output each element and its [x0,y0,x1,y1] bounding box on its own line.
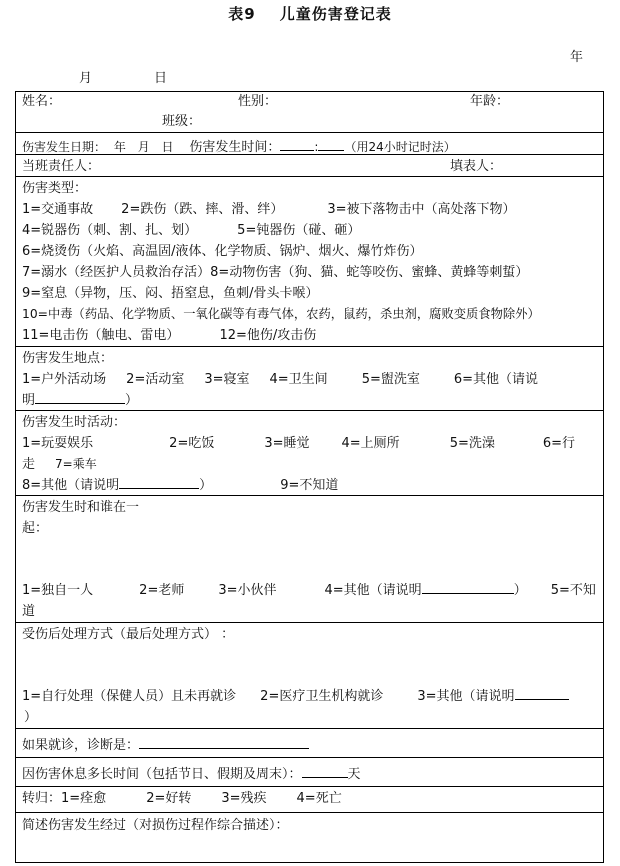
treatment-close-paren: ） [24,710,38,725]
activity-option: 8=其他（请说明 [22,478,120,493]
location-option: 4=卫生间 [269,372,328,387]
injury-type-line [22,262,540,283]
injury-type-line [22,325,540,346]
treatment-options [22,686,569,728]
with-whom-option: 1=独自一人 [22,583,94,598]
location-other-field[interactable] [35,390,125,404]
with-whom-options [22,580,596,622]
injury-date-day: 日 [161,140,174,154]
with-whom-option: 4=其他（请说明 [324,583,422,598]
rest-unit: 天 [347,767,361,782]
injury-date-label: 伤害发生日期： [22,140,107,154]
injury-type-option: 3=被下落物击中（高处落下物） [327,202,516,217]
treatment-option: 2=医疗卫生机构就诊 [260,689,384,704]
injury-type-option: 11=电击伤（触电、雷电） [22,328,180,343]
row-divider [15,346,604,347]
diagnosis-label: 如果就诊，诊断是： [22,738,140,753]
row-divider [15,176,604,177]
with-whom-option: 5=不知 [550,583,596,598]
diagnosis-row [22,735,309,754]
diagnosis-field[interactable] [139,735,309,749]
injury-time-hour-field[interactable] [280,137,314,151]
treatment-option: 1=自行处理（保健人员）且未再就诊 [22,689,237,704]
injury-type-option: 4=锐器伤（刺、割、扎、划） [22,223,198,238]
activity-option-close: ） [199,478,213,493]
activity-option: 1=玩耍娱乐 [22,436,94,451]
injury-type-line [22,283,540,304]
time-format-note: （用24小时记时法） [344,140,456,154]
injury-time-minute-field[interactable] [318,137,344,151]
activity-options [22,433,575,454]
activity-option: 3=睡觉 [264,436,310,451]
activity-option: 7=乘车 [55,457,97,471]
injury-type-line [22,304,540,325]
activity-option: 6=行 [542,436,576,451]
injury-type-option: 2=跌伤（跌、摔、滑、绊） [121,202,284,217]
with-whom-option: 2=老师 [139,583,185,598]
injury-date-row [22,137,456,156]
activity-option-cont: 走 [22,457,36,472]
treatment-other-cont [22,707,569,728]
location-option: 2=活动室 [126,372,185,387]
location-options [22,369,538,390]
activity-option: 4=上厕所 [341,436,400,451]
location-section [22,348,538,411]
rest-days-field[interactable] [302,764,348,778]
with-whom-label-cont: 起： [22,521,49,536]
injury-type-label: 伤害类型： [22,181,88,196]
location-label: 伤害发生地点： [22,351,114,366]
injury-type-line [22,220,540,241]
activity-options-3 [22,475,575,496]
outcome-option: 4=死亡 [296,791,342,806]
header-year: 年 [570,50,584,65]
injury-type-option: 5=钝器伤（碰、砸） [237,223,361,238]
time-separator: : [314,140,319,154]
outcome-option: 3=残疾 [221,791,267,806]
outcome-label: 转归： [22,791,62,806]
row-divider [15,132,604,133]
outcome-row [22,791,342,807]
injury-type-option: 7=溺水（经医护人员救治存活）8=动物伤害（狗、猫、蛇等咬伤、蜜蜂、黄蜂等刺蜇） [22,265,529,280]
gender-label: 性别： [238,94,278,109]
row-divider [15,728,604,729]
injury-type-option: 6=烧烫伤（火焰、高温固/液体、化学物质、锅炉、烟火、爆竹炸伤） [22,244,423,259]
location-option: 1=户外活动场 [22,372,107,387]
treatment-label: 受伤后处理方式（最后处理方式） ： [22,627,235,642]
activity-options-2 [22,454,575,475]
injury-type-option: 12=他伤/攻击伤 [219,328,317,343]
table-number: 表9 [228,5,256,23]
with-whom-options-line [22,580,596,601]
row-divider [15,757,604,758]
row-divider [15,812,604,813]
row-divider [15,622,604,623]
with-whom-option-cont: 道 [22,604,36,619]
outcome-option: 2=好转 [146,791,192,806]
injury-date-year: 年 [113,140,126,154]
with-whom-option-close: ） [513,583,527,598]
with-whom-other-field[interactable] [422,580,514,594]
location-option-close: ） [125,393,139,408]
header-month: 月 [79,71,93,86]
with-whom-option: 3=小伙伴 [218,583,277,598]
outcome-option: 1=痊愈 [61,791,107,806]
location-option: 6=其他（请说 [453,372,539,387]
treatment-other-field[interactable] [515,686,569,700]
activity-option: 5=洗澡 [449,436,495,451]
age-label: 年龄： [470,94,510,109]
description-label: 简述伤害发生经过（对损伤过程作综合描述）： [22,818,289,833]
form-title [0,6,620,22]
rest-row [22,764,361,783]
injury-type-section [22,178,540,346]
treatment-option: 3=其他（请说明 [417,689,515,704]
name-label: 姓名： [22,94,62,109]
header-day: 日 [154,71,168,86]
with-whom-section [22,497,139,539]
location-other-line [22,390,538,411]
description-field[interactable] [22,838,597,860]
activity-section [22,412,575,496]
location-option: 5=盥洗室 [361,372,420,387]
location-option: 3=寝室 [204,372,250,387]
treatment-options-line [22,686,569,707]
injury-time-label: 伤害发生时间： [189,140,281,155]
location-option-cont: 明 [22,393,36,408]
injury-type-option: 9=窒息（异物，压、闷、捂窒息，鱼刺/骨头卡喉） [22,286,319,301]
injury-type-option: 10=中毒（药品、化学物质、一氧化碳等有毒气体，农药，鼠药，杀虫剂，腐败变质食物除外） [22,307,540,321]
injury-type-line [22,241,540,262]
activity-option: 2=吃饭 [169,436,215,451]
filler-label: 填表人： [450,159,503,174]
row-divider [15,786,604,787]
activity-label: 伤害发生时活动： [22,415,127,430]
injury-date-month: 月 [137,140,150,154]
treatment-section [22,624,234,645]
table-name: 儿童伤害登记表 [279,5,392,23]
teacher-label: 当班责任人： [22,159,101,174]
activity-other-field[interactable] [119,475,199,489]
injury-type-option: 1=交通事故 [22,202,94,217]
with-whom-label: 伤害发生时和谁在一 [22,500,140,515]
injury-type-line [22,199,540,220]
rest-label: 因伤害休息多长时间（包括节日、假期及周末）： [22,767,302,782]
class-label: 班级： [162,114,202,129]
activity-option: 9=不知道 [280,478,339,493]
